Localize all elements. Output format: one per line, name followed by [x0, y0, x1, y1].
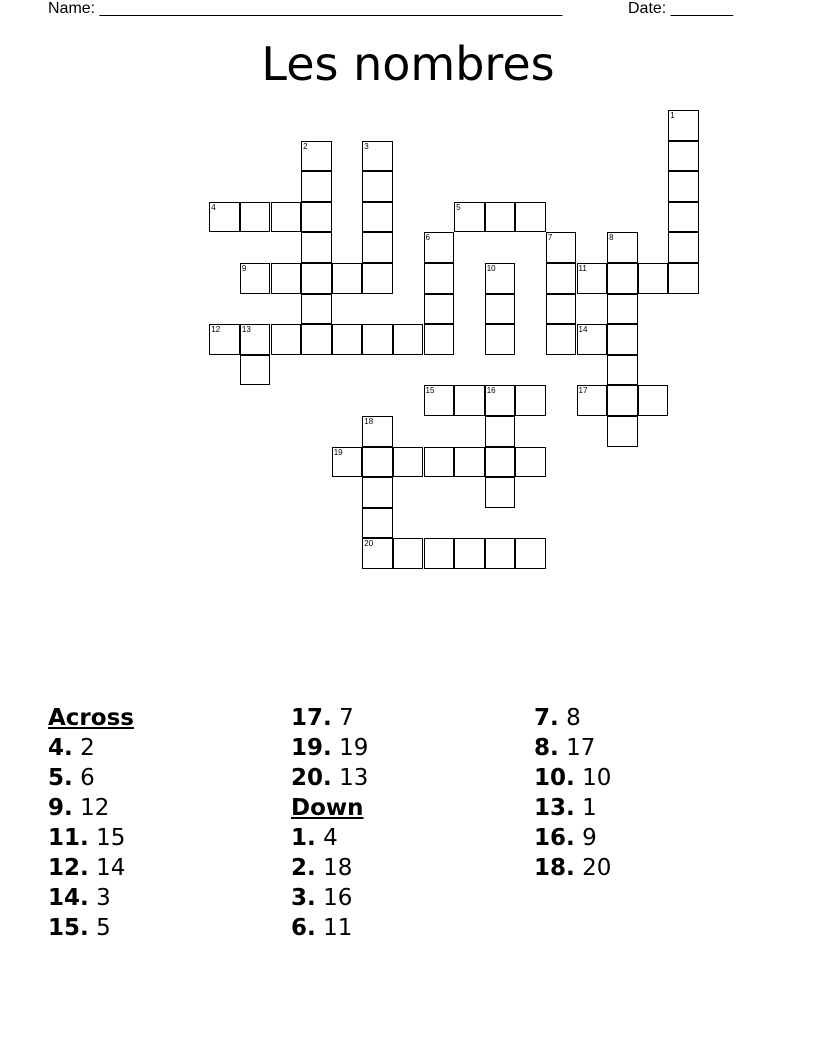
grid-cell[interactable] — [362, 171, 393, 202]
clue-item-text: 18 — [323, 855, 353, 881]
clue-number: 13 — [241, 325, 251, 335]
clue-column-1 — [48, 703, 134, 943]
grid-cell[interactable] — [301, 324, 332, 355]
grid-cell[interactable] — [362, 141, 393, 172]
grid-cell[interactable] — [546, 294, 577, 325]
clue-item-number: 14. — [48, 885, 89, 911]
grid-cell[interactable] — [485, 447, 516, 478]
clue-item — [48, 883, 134, 913]
grid-cell[interactable] — [362, 232, 393, 263]
grid-cell[interactable] — [607, 324, 638, 355]
grid-cell[interactable] — [485, 538, 516, 569]
clue-item-number: 5. — [48, 765, 73, 791]
grid-cell[interactable] — [424, 447, 455, 478]
clue-item-number: 11. — [48, 825, 89, 851]
clue-column-3 — [534, 703, 611, 883]
clue-item-text: 15 — [96, 825, 126, 851]
clue-item-number: 15. — [48, 915, 89, 941]
clue-item-number: 8. — [534, 735, 559, 761]
grid-cell[interactable] — [301, 141, 332, 172]
clue-section-heading: Across — [48, 705, 134, 731]
clue-item-number: 17. — [291, 705, 332, 731]
clue-item-text: 6 — [80, 765, 95, 791]
grid-cell[interactable] — [424, 232, 455, 263]
grid-cell[interactable] — [607, 232, 638, 263]
grid-cell[interactable] — [332, 447, 363, 478]
clue-number: 17 — [578, 386, 588, 396]
clue-item-text: 9 — [582, 825, 597, 851]
grid-cell[interactable] — [240, 355, 271, 386]
grid-cell[interactable] — [362, 477, 393, 508]
clue-item-number: 16. — [534, 825, 575, 851]
grid-cell[interactable] — [362, 538, 393, 569]
clue-item-number: 19. — [291, 735, 332, 761]
grid-cell[interactable] — [454, 385, 485, 416]
grid-cell[interactable] — [454, 202, 485, 233]
clue-number: 3 — [364, 141, 369, 151]
clue-item — [534, 793, 611, 823]
grid-cell[interactable] — [362, 263, 393, 294]
grid-cell[interactable] — [362, 202, 393, 233]
clue-number: 6 — [425, 233, 430, 243]
grid-cell[interactable] — [301, 232, 332, 263]
clue-number: 9 — [241, 264, 247, 273]
clue-item-number: 4. — [48, 735, 73, 761]
grid-cell[interactable] — [607, 294, 638, 325]
grid-cell[interactable] — [515, 538, 546, 569]
clue-item-text: 8 — [566, 705, 581, 731]
grid-cell[interactable] — [668, 263, 699, 294]
grid-cell[interactable] — [546, 232, 577, 263]
grid-cell[interactable] — [546, 324, 577, 355]
grid-cell[interactable] — [668, 232, 699, 263]
clue-item-text: 1 — [582, 795, 597, 821]
grid-cell[interactable] — [668, 202, 699, 233]
clue-number: 1 — [670, 111, 675, 120]
clue-item-text: 11 — [323, 915, 353, 941]
clue-item-number: 18. — [534, 855, 575, 881]
grid-cell[interactable] — [424, 385, 455, 416]
clue-item-text: 2 — [80, 735, 95, 761]
grid-cell[interactable] — [454, 447, 485, 478]
grid-cell[interactable] — [485, 294, 516, 325]
grid-cell[interactable] — [668, 171, 699, 202]
grid-cell[interactable] — [393, 324, 424, 355]
name-field-label: Name: ____________________________________________________ — [48, 0, 563, 17]
grid-cell[interactable] — [485, 416, 516, 447]
grid-cell[interactable] — [577, 324, 608, 355]
clue-item-number: 12. — [48, 855, 89, 881]
grid-cell[interactable] — [240, 202, 271, 233]
clue-item-text: 7 — [339, 705, 354, 731]
clue-item-text: 10 — [582, 765, 612, 791]
clue-item-text: 13 — [339, 765, 369, 791]
grid-cell[interactable] — [485, 477, 516, 508]
clue-item-text: 5 — [96, 915, 111, 941]
grid-cell[interactable] — [209, 202, 240, 233]
grid-cell[interactable] — [485, 263, 516, 294]
clue-item-text: 19 — [339, 735, 369, 761]
clue-number: 12 — [211, 325, 221, 335]
grid-cell[interactable] — [301, 171, 332, 202]
grid-cell[interactable] — [424, 263, 455, 294]
clue-number: 11 — [578, 264, 587, 273]
clue-item-text: 20 — [582, 855, 612, 881]
grid-cell[interactable] — [301, 263, 332, 294]
clue-item-text: 12 — [80, 795, 110, 821]
clue-item — [48, 733, 134, 763]
clue-item — [291, 823, 368, 853]
clue-item-text: 16 — [323, 885, 353, 911]
clue-item-number: 6. — [291, 915, 316, 941]
grid-cell[interactable] — [271, 202, 302, 233]
clue-item — [48, 823, 134, 853]
clue-number: 15 — [425, 386, 435, 396]
clue-item — [48, 763, 134, 793]
grid-cell[interactable] — [577, 385, 608, 416]
grid-cell[interactable] — [393, 538, 424, 569]
grid-cell[interactable] — [515, 447, 546, 478]
clue-number: 8 — [609, 233, 614, 243]
clue-item — [291, 853, 368, 883]
clue-item — [48, 793, 134, 823]
grid-cell[interactable] — [485, 202, 516, 233]
grid-cell[interactable] — [607, 416, 638, 447]
grid-cell[interactable] — [577, 263, 608, 294]
clue-number: 10 — [486, 264, 496, 273]
clue-number: 19 — [333, 447, 343, 457]
clue-number: 5 — [456, 202, 461, 212]
clue-column-2 — [291, 703, 368, 943]
clue-item-text: 4 — [323, 825, 338, 851]
grid-cell[interactable] — [362, 447, 393, 478]
clue-item-number: 13. — [534, 795, 575, 821]
grid-cell[interactable] — [362, 508, 393, 539]
grid-cell[interactable] — [393, 447, 424, 478]
clue-number: 2 — [303, 141, 308, 151]
clue-item-number: 20. — [291, 765, 332, 791]
grid-cell[interactable] — [332, 263, 363, 294]
clue-item-text: 3 — [96, 885, 111, 911]
clue-item-number: 10. — [534, 765, 575, 791]
clue-number: 4 — [211, 202, 216, 212]
grid-cell[interactable] — [240, 324, 271, 355]
grid-cell[interactable] — [424, 294, 455, 325]
clue-item — [291, 733, 368, 763]
grid-cell[interactable] — [424, 324, 455, 355]
clue-number: 7 — [547, 233, 553, 243]
grid-cell[interactable] — [515, 202, 546, 233]
grid-cell[interactable] — [515, 385, 546, 416]
grid-cell[interactable] — [271, 263, 302, 294]
grid-cell[interactable] — [638, 263, 669, 294]
grid-cell[interactable] — [485, 385, 516, 416]
clue-item — [291, 913, 368, 943]
clue-item-number: 1. — [291, 825, 316, 851]
grid-cell[interactable] — [362, 324, 393, 355]
grid-cell[interactable] — [301, 294, 332, 325]
clue-item — [534, 823, 611, 853]
grid-cell[interactable] — [485, 324, 516, 355]
clue-item — [534, 733, 611, 763]
grid-cell[interactable] — [424, 538, 455, 569]
clue-item — [48, 913, 134, 943]
clue-number: 20 — [364, 539, 374, 549]
clue-item — [534, 703, 611, 733]
clue-item — [291, 763, 368, 793]
grid-cell[interactable] — [454, 538, 485, 569]
clue-item-number: 3. — [291, 885, 316, 911]
grid-cell[interactable] — [301, 202, 332, 233]
clue-item — [291, 883, 368, 913]
grid-cell[interactable] — [332, 324, 363, 355]
grid-cell[interactable] — [209, 324, 240, 355]
grid-cell[interactable] — [607, 355, 638, 386]
clue-item — [534, 763, 611, 793]
clue-item-text: 14 — [96, 855, 126, 881]
clue-item — [48, 853, 134, 883]
clue-item-number: 7. — [534, 705, 559, 731]
grid-cell[interactable] — [668, 110, 699, 141]
grid-cell[interactable] — [362, 416, 393, 447]
clue-item-number: 9. — [48, 795, 73, 821]
page-title: Les nombres — [261, 37, 555, 91]
grid-cell[interactable] — [607, 385, 638, 416]
clue-number: 16 — [486, 386, 496, 396]
clue-item — [291, 703, 368, 733]
grid-cell[interactable] — [271, 324, 302, 355]
grid-cell[interactable] — [546, 263, 577, 294]
clue-item — [534, 853, 611, 883]
clue-number: 14 — [578, 325, 588, 335]
grid-cell[interactable] — [668, 141, 699, 172]
clue-item-number: 2. — [291, 855, 316, 881]
clue-item-text: 17 — [566, 735, 596, 761]
grid-cell[interactable] — [638, 385, 669, 416]
grid-cell[interactable] — [240, 263, 271, 294]
clue-number: 18 — [364, 417, 374, 426]
clue-section-heading: Down — [291, 795, 364, 821]
grid-cell[interactable] — [607, 263, 638, 294]
date-field-label: Date: _______ — [628, 0, 733, 17]
